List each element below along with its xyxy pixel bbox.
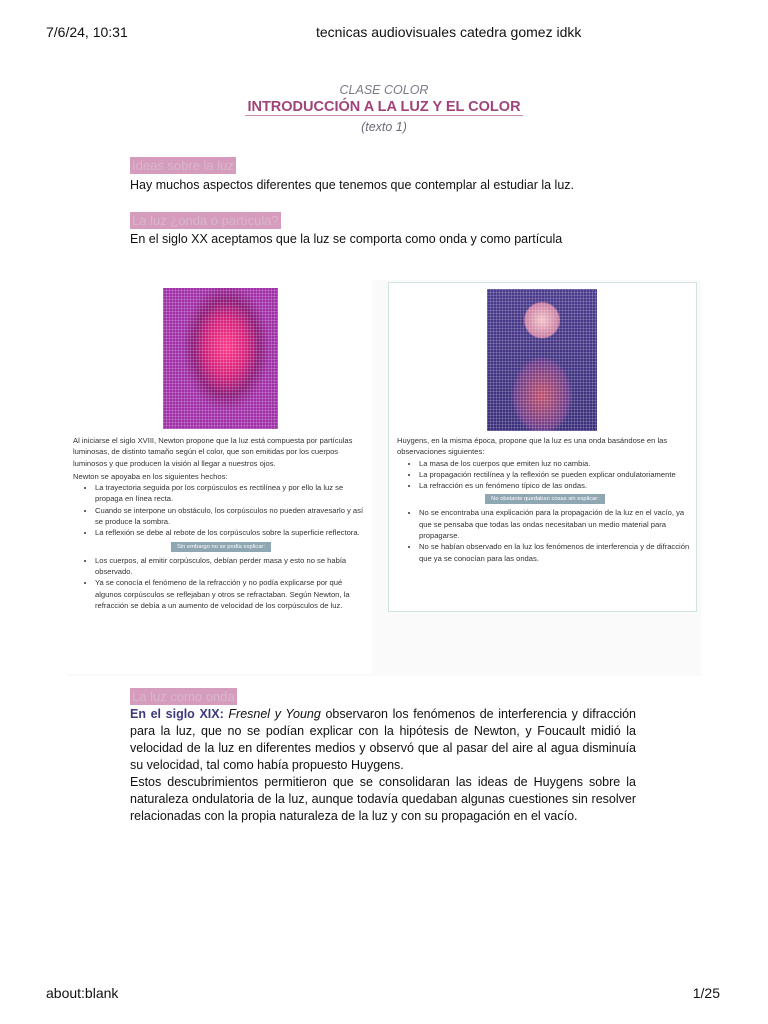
- newton-portrait: [163, 288, 278, 429]
- huygens-fact: • La propagación rectilínea y la reflexión se pueden explicar ondulatoriamente: [419, 469, 693, 480]
- huygens-portrait: [487, 289, 597, 431]
- century-lead: En el siglo XIX:: [130, 707, 224, 721]
- onda-paragraph-2: Estos descubrimientos permitieron que se consolidaran las ideas de Huygens sobre la naturaleza ondulatoria de la luz, aunque todavía quedaban algunas cuestiones sin resolver relacionadas con la propia naturaleza de la luz y con su propagación en el vacío.: [130, 775, 636, 823]
- print-url: about:blank: [46, 985, 119, 1001]
- huygens-text: Huygens, en la misma época, propone que la luz es una onda basándose en las observaciones siguientes: • La masa de los cuerpos que emiten luz no cambia. • La propagación rectilínea y la reflexión se pueden explicar ondulatoriamente • La refracción es un fenómeno típico de las ondas. No obstante quedaban cosas sin explicar: • No se encontraba una explicación para la propagación de la luz en el vacío, ya que se pensaba que todas las ondas necesitaban un medio material para propagarse. • No se habían observado en la luz los fenómenos de interferencia y de difracción que ya se conocían para las ondas.: [397, 435, 693, 564]
- huygens-problem: • No se encontraba una explicación para la propagación de la luz en el vacío, ya que se pensaba que todas las ondas necesitaban un medio material para propagarse.: [419, 507, 693, 541]
- huygens-panel: [388, 282, 697, 612]
- newton-huygens-figure: [67, 280, 701, 676]
- doc-texto-label: (texto 1): [361, 120, 407, 134]
- section-body-onda-particula: En el siglo XX aceptamos que la luz se comporta como onda y como partícula: [130, 232, 563, 246]
- section-heading-onda-particula: La luz ¿onda o partícula?: [132, 213, 279, 228]
- onda-paragraph-1: observaron los fenómenos de interferencia y difracción para la luz, que no se podían explicar con la hipótesis de Newton, y Foucault midió la velocidad de la luz en diferentes medios y observó que al pasar del aire al agua disminuía su velocidad, tal como había propuesto Huygens.: [130, 707, 637, 772]
- newton-text: Al iniciarse el siglo XVIII, Newton propone que la luz está compuesta por partículas luminosas, de distinto tamaño según el color, que son emitidas por los cuerpos luminosos y que producen la visión al llegar a nuestros ojos. Newton se apoyaba en los siguientes hechos: • La trayectoria seguida por los corpúsculos es rectilínea y por ello la luz se propaga en línea recta. • Cuando se interpone un obstáculo, los corpúsculos no pueden atravesarlo y así se produce la sombra. • La reflexión se debe al rebote de los corpúsculos sobre la superficie reflectora. Sin embargo no se podía explicar: • Los cuerpos, al emitir corpúsculos, debían perder masa y esto no se había observado. • Ya se conocía el fenómeno de la refracción y no podía explicarse por qué algunos corpúsculos se reflejaban y otros se refractaban. Según Newton, la refracción se debía a un aumento de velocidad de los corpúsculos de luz.: [73, 435, 369, 611]
- newton-problem: • Los cuerpos, al emitir corpúsculos, debían perder masa y esto no se había observado.: [95, 555, 369, 578]
- print-page-number: 1/25: [692, 985, 720, 1001]
- print-doc-title: tecnicas audiovisuales catedra gomez idkk: [316, 24, 582, 40]
- newton-fact: • La trayectoria seguida por los corpúsculos es rectilínea y por ello la luz se propaga en línea recta.: [95, 482, 369, 505]
- print-datetime: 7/6/24, 10:31: [46, 24, 128, 40]
- huygens-fact: • La refracción es un fenómeno típico de las ondas.: [419, 480, 693, 491]
- section-body-ideas: Hay muchos aspectos diferentes que tenemos que contemplar al estudiar la luz.: [130, 178, 574, 192]
- section-heading-onda: La luz como onda: [132, 689, 235, 704]
- huygens-fact: • La masa de los cuerpos que emiten luz no cambia.: [419, 458, 693, 469]
- doc-title: INTRODUCCIÓN A LA LUZ Y EL COLOR: [247, 99, 521, 115]
- section-heading-ideas: Ideas sobre la luz: [132, 158, 234, 173]
- newton-fact: • La reflexión se debe al rebote de los corpúsculos sobre la superficie reflectora.: [95, 527, 369, 538]
- newton-fact: • Cuando se interpone un obstáculo, los corpúsculos no pueden atravesarlo y así se produce la sombra.: [95, 505, 369, 528]
- huygens-badge: No obstante quedaban cosas sin explicar:: [485, 494, 605, 504]
- doc-subject: CLASE COLOR: [339, 83, 429, 97]
- newton-badge: Sin embargo no se podía explicar:: [171, 542, 271, 552]
- newton-panel: [67, 280, 372, 674]
- huygens-problem: • No se habían observado en la luz los fenómenos de interferencia y de difracción que ya se conocían para las ondas.: [419, 541, 693, 564]
- section-body-onda: [130, 706, 636, 825]
- newton-problem: • Ya se conocía el fenómeno de la refracción y no podía explicarse por qué algunos corpúsculos se reflejaban y otros se refractaban. Según Newton, la refracción se debía a un aumento de velocidad de los corpúsculos de luz.: [95, 577, 369, 611]
- scientist-names: Fresnel y Young: [228, 707, 321, 721]
